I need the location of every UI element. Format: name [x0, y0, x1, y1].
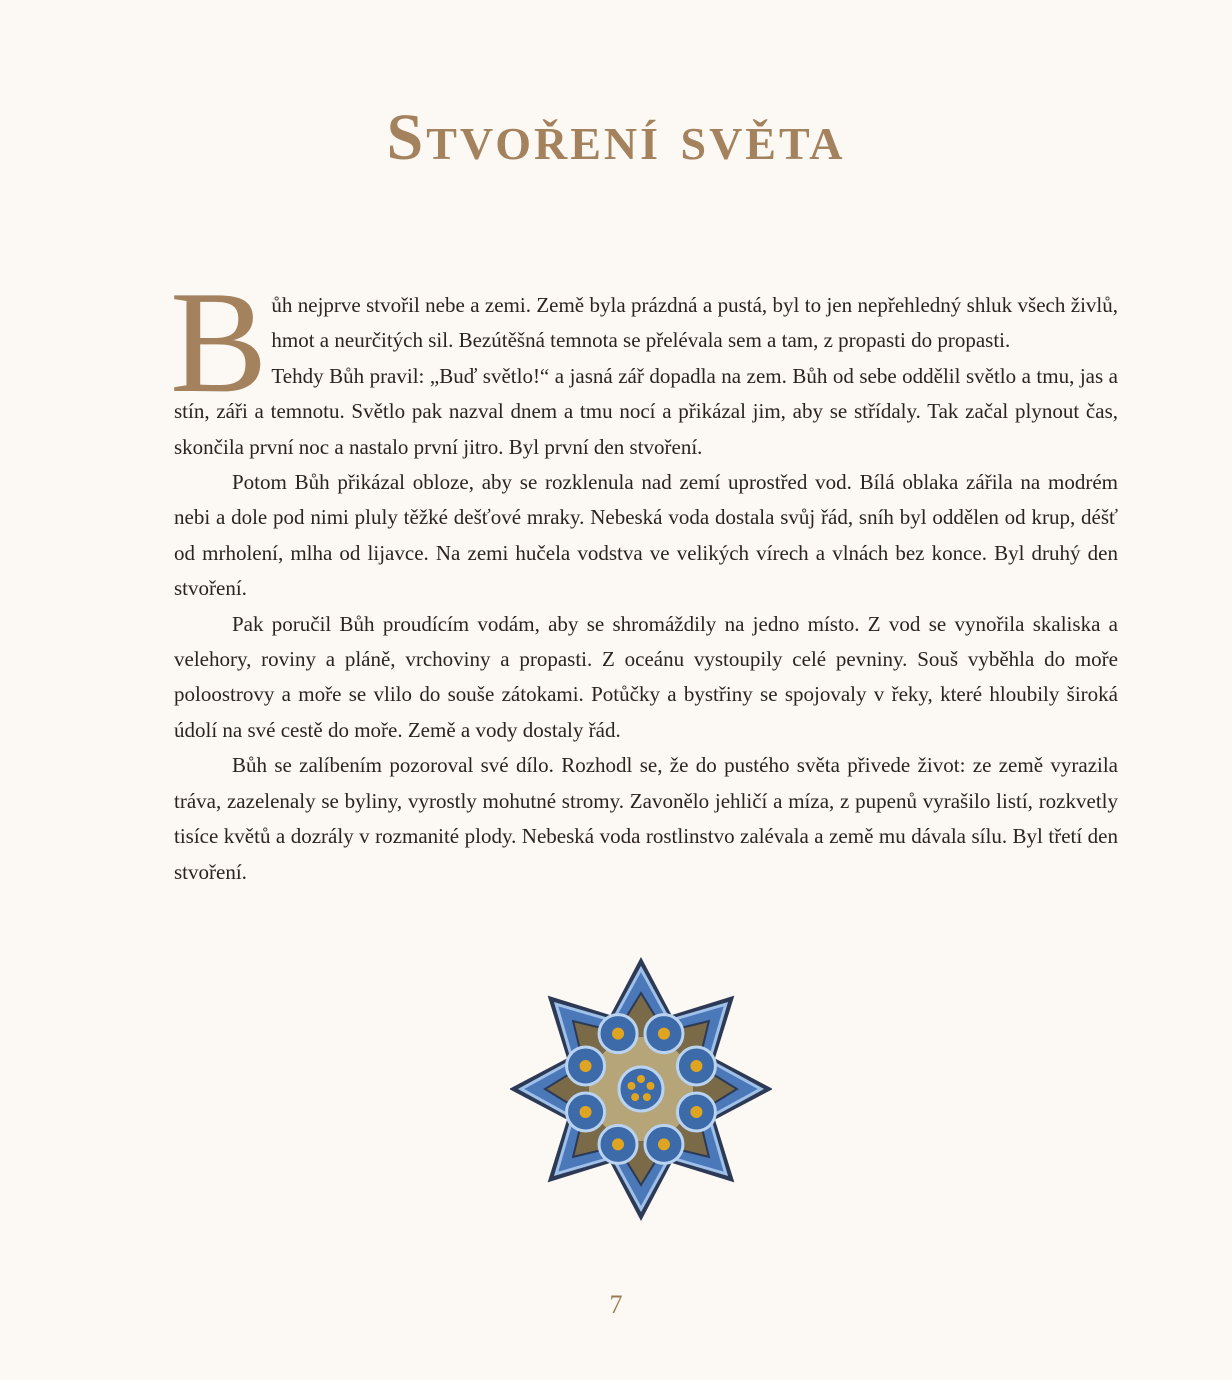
- swirl-dot: [658, 1028, 670, 1040]
- centre-dot: [643, 1093, 651, 1101]
- chapter-title: Stvoření světa: [386, 101, 846, 174]
- drop-cap: B: [170, 261, 268, 423]
- swirl-dot: [612, 1138, 624, 1150]
- centre-swirl: [619, 1067, 663, 1111]
- swirl-dot: [580, 1060, 592, 1072]
- page-number: 7: [609, 1290, 623, 1319]
- swirl-dot: [612, 1028, 624, 1040]
- body-text: [170, 261, 1118, 890]
- paragraph-3: Potom Bůh přikázal obloze, aby se rozklenula nad zemí uprostřed vod. Bílá oblaka zářila na modrém nebi a dole pod nimi pluly těžké dešťové mraky. Nebeská voda dostala svůj řád, sníh byl oddělen od krup, déšť od mrholení, mlha od lijavce. Na zemi hučela vodstva ve velikých vírech a vlnách bez konce. Byl druhý den stvoření.: [174, 470, 1118, 601]
- swirl-dot: [690, 1106, 702, 1118]
- centre-dot: [627, 1082, 635, 1090]
- star-ornament-icon: [510, 955, 772, 1223]
- swirl-dot: [690, 1060, 702, 1072]
- paragraph-4: Pak poručil Bůh proudícím vodám, aby se shromáždily na jedno místo. Z vod se vynořila skaliska a velehory, roviny a pláně, vrchoviny a propasti. Z oceánu vystoupily celé pevniny. Souš vyběhla do moře poloostrovy a moře se vlilo do souše zátokami. Potůčky a bystřiny se spojovaly v řeky, které hloubily široká údolí na své cestě do moře. Země a vody dostaly řád.: [174, 611, 1118, 742]
- swirl-dot: [658, 1138, 670, 1150]
- paragraph-1-text: ůh nejprve stvořil nebe a zemi. Země byla prázdná a pustá, byl to jen nepřehledný shluk všech živlů, hmot a neurčitých sil. Bezútěšná temnota se přelévala sem a tam, z propasti do propasti.: [271, 293, 1118, 353]
- centre-dot: [647, 1082, 655, 1090]
- swirl-dot: [580, 1106, 592, 1118]
- paragraph-2: Tehdy Bůh pravil: „Buď světlo!“ a jasná zář dopadla na zem. Bůh od sebe oddělil světlo a tmu, jas a stín, záři a temnotu. Světlo pak nazval dnem a tmu nocí a přikázal jim, aby se střídaly. Tak začal plynout čas, skončila první noc a nastalo první jitro. Byl první den stvoření.: [174, 363, 1118, 459]
- centre-dot: [637, 1075, 645, 1083]
- centre-dot: [631, 1093, 639, 1101]
- paragraph-5: Bůh se zalíbením pozoroval své dílo. Rozhodl se, že do pustého světa přivede život: ze země vyrazila tráva, zazelenaly se byliny, vyrostly mohutné stromy. Zavonělo jehličí a míza, z pupenů vyrašilo listí, rozkvetly tisíce květů a dozrály v rozmanité plody. Nebeská voda rostlinstvo zalévala a země mu dávala sílu. Byl třetí den stvoření.: [174, 753, 1118, 884]
